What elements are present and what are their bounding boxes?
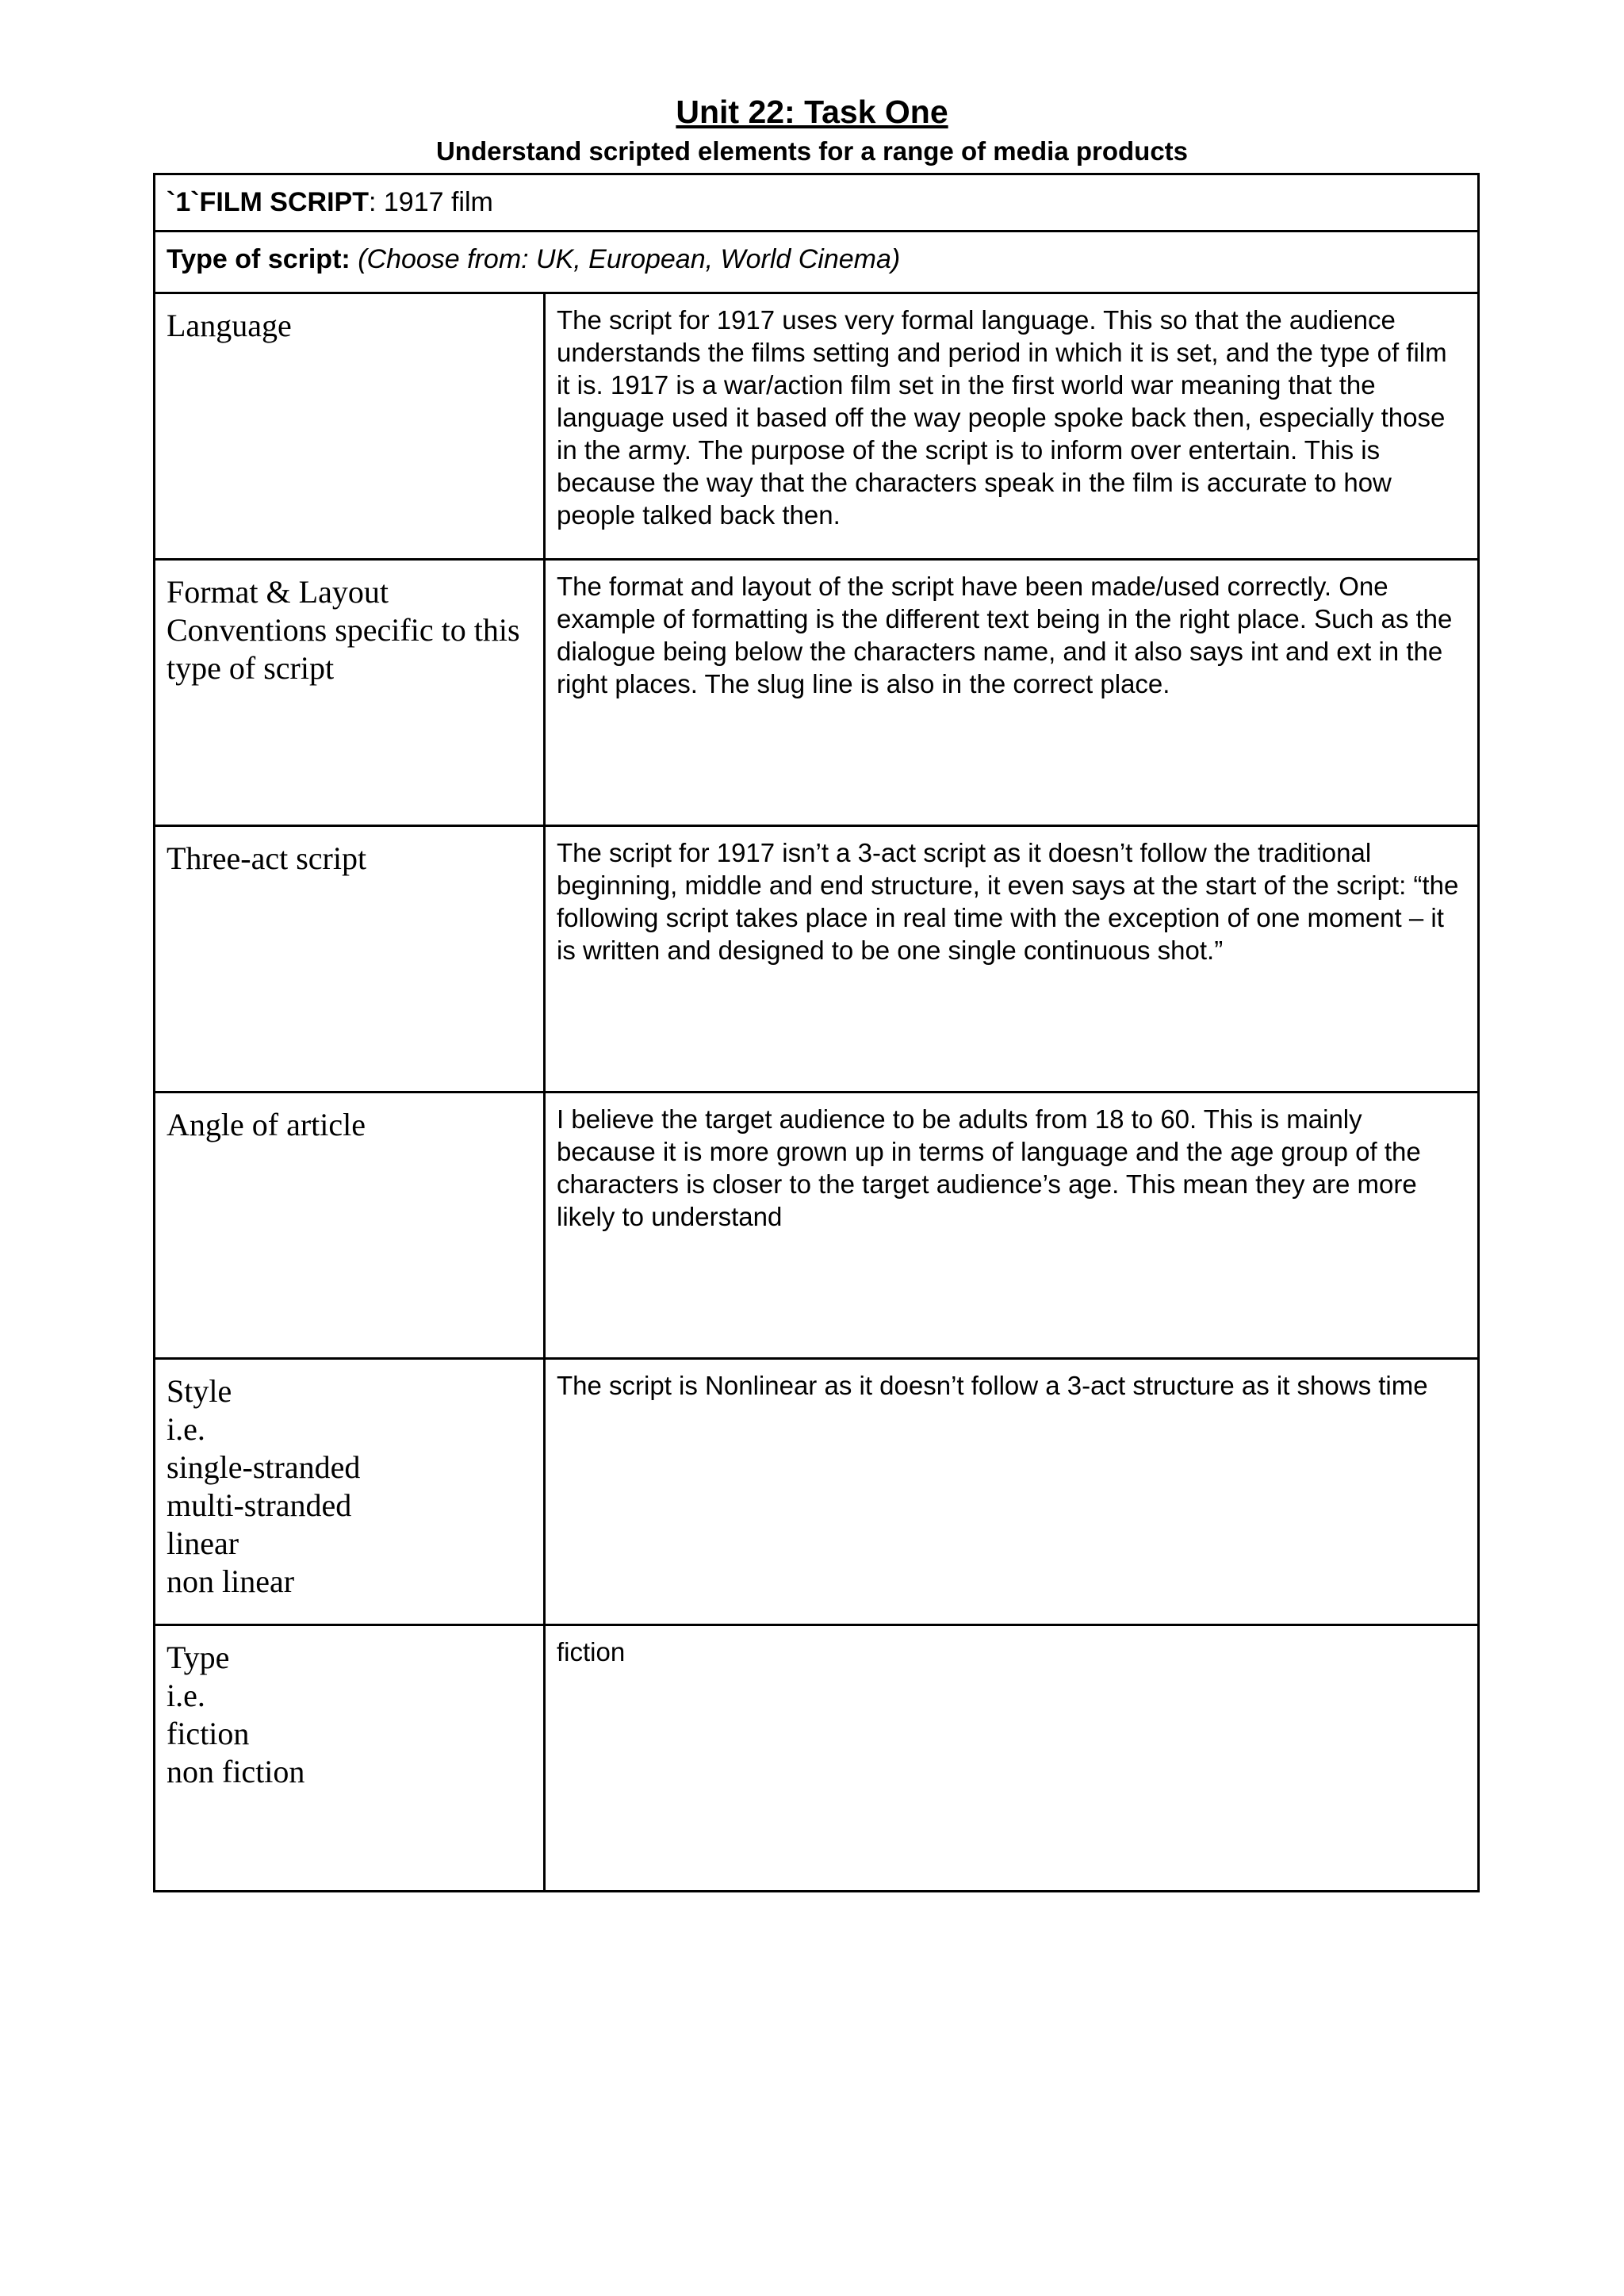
row-label-type [155, 1625, 545, 1892]
type-of-script-hint: (Choose from: UK, European, World Cinema) [358, 244, 901, 274]
label-line: Angle of article [167, 1107, 366, 1142]
label-line: i.e. [167, 1411, 205, 1447]
table-row-three-act [155, 826, 1479, 1093]
row-content-angle[interactable]: I believe the target audience to be adults from 18 to 60. This is mainly because it is more grown up in terms of language and the age group of the characters is closer to the target audience’s age. This mean they are more likely to understand [545, 1093, 1479, 1359]
label-line: Type [167, 1640, 230, 1675]
table-row-language [155, 293, 1479, 560]
row-label-three-act [155, 826, 545, 1093]
type-of-script-label: Type of script: [167, 244, 350, 274]
row-content-type[interactable]: fiction [545, 1625, 1479, 1892]
script-analysis-table [153, 173, 1480, 1892]
label-line: type of script [167, 650, 335, 686]
film-script-value: : 1917 film [368, 187, 493, 217]
label-line: linear [167, 1525, 239, 1561]
film-script-cell [155, 174, 1479, 232]
table-row-angle [155, 1093, 1479, 1359]
label-line: i.e. [167, 1678, 205, 1713]
label-line: Format & Layout [167, 574, 389, 610]
row-content-style[interactable]: The script is Nonlinear as it doesn’t follow a 3-act structure as it shows time [545, 1359, 1479, 1625]
label-line: single-stranded [167, 1449, 361, 1485]
label-line: fiction [167, 1716, 250, 1751]
film-script-label: `1`FILM SCRIPT [167, 187, 369, 217]
row-content-language[interactable]: The script for 1917 uses very formal language. This so that the audience understands the films setting and period in which it is set, and the type of film it is. 1917 is a war/action film set in the first world war meaning that the language used it based off the way people spoke back then, especially those in the army. The purpose of the script is to inform over entertain. This is because the way that the characters speak in the film is accurate to how people talked back then. [545, 293, 1479, 560]
label-line: multi-stranded [167, 1487, 352, 1523]
film-script-row [155, 174, 1479, 232]
label-line: non fiction [167, 1754, 305, 1789]
table-row-style [155, 1359, 1479, 1625]
page-subtitle: Understand scripted elements for a range of media products [435, 136, 1189, 166]
row-label-style [155, 1359, 545, 1625]
label-line: non linear [167, 1563, 295, 1599]
type-of-script-row [155, 232, 1479, 293]
page-title: Unit 22: Task One [676, 94, 948, 130]
label-line: Language [167, 308, 292, 343]
table-row-type [155, 1625, 1479, 1892]
row-label-format-layout [155, 560, 545, 826]
label-line: Style [167, 1373, 232, 1409]
type-of-script-cell [155, 232, 1479, 293]
row-content-three-act[interactable]: The script for 1917 isn’t a 3-act script as it doesn’t follow the traditional beginning, middle and end structure, it even says at the start of the script: “the following script takes place in real time with the exception of one moment – it is written and designed to be one single continuous shot.” [545, 826, 1479, 1093]
label-line: Three-act script [167, 840, 367, 876]
row-content-format-layout[interactable]: The format and layout of the script have been made/used correctly. One example of formatting is the different text being in the right place. Such as the dialogue being below the characters name, and it also says int and ext in the right places. The slug line is also in the correct place. [545, 560, 1479, 826]
table-row-format-layout [155, 560, 1479, 826]
row-label-language [155, 293, 545, 560]
row-label-angle [155, 1093, 545, 1359]
label-line: Conventions specific to this [167, 612, 520, 648]
